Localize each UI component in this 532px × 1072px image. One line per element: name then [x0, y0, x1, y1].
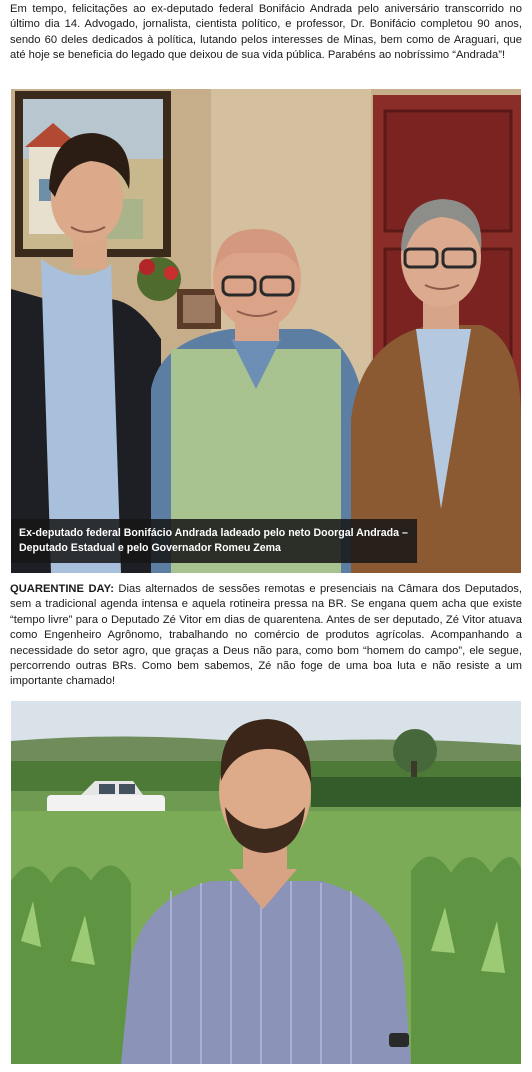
photo-andrada-family [11, 89, 521, 573]
article-paragraph-birthday: Em tempo, felicitações ao ex-deputado federal Bonifácio Andrada pelo aniversário transcorrido no último dia 14. Advogado, jornalista, cientista político, e professor, Dr. Bonifácio completou 90 anos, sendo 60 deles dedicados à política, lutando pelos interesses de Minas, bem como de Araguari, que até hoje se beneficia do legado que deixou de sua vida pública. Parabéns ao nobríssimo “Andrada”! [10, 3, 522, 62]
paragraph-lead: QUARENTINE DAY: [10, 583, 114, 595]
photo-caption: Ex-deputado federal Bonifácio Andrada ladeado pelo neto Doorgal Andrada – Deputado Estadual e pelo Governador Romeu Zema [11, 519, 417, 563]
article-paragraph-quarantine [10, 582, 522, 690]
photo-andrada-family-illustration [11, 89, 521, 573]
photo-ze-vitor-illustration [11, 701, 521, 1064]
paragraph-body: Dias alternados de sessões remotas e presenciais na Câmara dos Deputados, sem a tradicional agenda intensa e aquela rotineira pressa na BR. Se engana quem acha que existe “tempo livre” para o Deputado Zé Vitor em dias de quarentena. Antes de ser deputado, Zé Vitor atuava como Engenheiro Agrônomo, trabalhando no comércio de produtos agrícolas. Acompanhando a necessidade do setor agro, que graças a Deus não para, como bom “homem do campo”, ele segue, percorrendo outras BRs. Como bem sabemos, Zé não foge de uma boa luta e não resiste a um importante chamado! [10, 583, 523, 688]
photo-ze-vitor-field [11, 701, 521, 1064]
